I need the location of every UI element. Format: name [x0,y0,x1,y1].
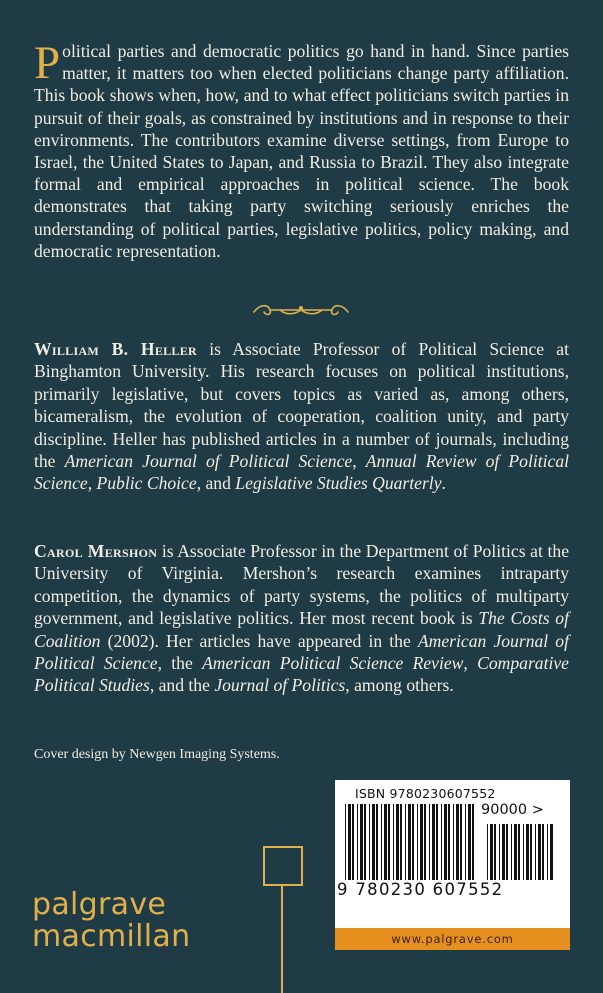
barcode-bar [453,804,454,880]
ornament-divider-icon [250,300,352,320]
barcode-bar [429,804,430,880]
barcode-bar [357,804,358,880]
barcode-bar [364,804,366,880]
publisher-line2: macmillan [32,919,191,954]
blurb-text: olitical parties and democratic politics go hand in hand. Since parties matter, it matters too when elected politicians change party affiliation. This book shows when, how, and to what effect politicians switch parties in pursuit of their goals, as constrained by institutions and in response to their environments. The contributors examine diverse settings, from Europe to Israel, the United States to Japan, and Russia to Brazil. They also integrate formal and empirical approaches in political science. The book demonstrates that taking party switching seriously enriches the understanding of political parties, legislative politics, policy making, and democratic representation. [34,41,569,261]
barcode-bar [360,804,363,880]
logo-square-icon [263,846,303,886]
barcode-bar [468,804,471,880]
barcode-bar [393,804,394,880]
author-bio-heller: William B. Heller is Associate Professor of Political Science at Binghamton University. His research focuses on political institutions, primarily legislative, but covers topics as varied as, among others, bicameralism, the evolution of cooperation, coalition unity, and party discipline. Heller has published articles in a number of journals, including the American Journal of Political Science, Annual Review of Political Science, Public Choice, and Legislative Studies Quarterly. [34,339,570,494]
cover-credit: Cover design by Newgen Imaging Systems. [34,747,280,762]
author-name: Carol Mershon [34,541,158,561]
barcode-bar [441,804,442,880]
barcode-bar [518,824,520,880]
barcode-bar [514,824,517,880]
barcode-bar [408,804,411,880]
isbn-digits: 9 780230 607552 [337,880,504,899]
logo-line-icon [281,886,283,993]
drop-cap: P [34,37,61,89]
barcode-bar [376,804,378,880]
journal-title: American Journal of Political Science [64,451,353,472]
barcode-bar [372,804,375,880]
barcode-bar [511,824,512,880]
barcode-bar [388,804,390,880]
barcode-bar [535,824,536,880]
author-name: William B. Heller [34,339,198,359]
barcode-bar [494,824,496,880]
publisher-url: www.palgrave.com [335,928,570,950]
addon-barcode-icon [485,824,555,880]
barcode-bar [424,804,426,880]
journal-title: Legislative Studies Quarterly [235,473,442,494]
barcode-bar [490,824,493,880]
barcode-bar [412,804,414,880]
journal-title: Annual Review of Political Science [34,451,570,494]
blurb-paragraph [34,37,569,262]
journal-title: American Political Science Review [202,653,464,674]
barcode-bar [345,804,346,880]
barcode-bar [530,824,532,880]
barcode-icon [343,804,479,880]
barcode-bar [542,824,544,880]
barcode-bar [506,824,508,880]
journal-title: Comparative Political Studies [34,653,569,696]
barcode-bar [448,804,450,880]
barcode-bar [405,804,406,880]
publisher-line1: palgrave [32,887,167,922]
barcode-bar [396,804,399,880]
journal-title: Journal of Politics [214,675,346,696]
barcode-bar [499,824,500,880]
barcode-bar [526,824,529,880]
barcode-bar [460,804,462,880]
barcode-bar [444,804,447,880]
barcode-bar [381,804,382,880]
journal-title: American Journal of Political Science [34,630,569,674]
book-title: The Costs of Coalition [34,608,569,651]
barcode-bar [352,804,354,880]
barcode-bar [400,804,402,880]
publisher-logo [32,887,191,954]
isbn-label: ISBN 9780230607552 [355,786,496,801]
barcode-bar [538,824,541,880]
author-bio-mershon: Carol Mershon is Associate Professor in the Department of Politics at the University of Virginia. Mershon’s research examines intraparty competition, the dynamics of party systems, the politics of multiparty government, and legislative politics. Her most recent book is The Costs of Coalition (2002). Her articles have appeared in the American Journal of Political Science, the American Political Science Review, Comparative Political Studies, and the Journal of Politics, among others. [34,541,569,696]
barcode-bar [523,824,524,880]
barcode-bar [369,804,370,880]
barcode-bar [550,824,553,880]
journal-title: Public Choice [96,473,197,494]
barcode-bar [547,824,548,880]
barcode-panel [335,780,570,950]
barcode-bar [436,804,438,880]
barcode-bar [487,824,488,880]
barcode-bar [420,804,423,880]
price-code: 90000 > [481,802,544,818]
barcode-bar [472,804,474,880]
barcode-bar [417,804,418,880]
barcode-bar [384,804,387,880]
barcode-bar [456,804,459,880]
barcode-bar [502,824,505,880]
barcode-bar [465,804,466,880]
barcode-bar [432,804,435,880]
barcode-bar [348,804,351,880]
